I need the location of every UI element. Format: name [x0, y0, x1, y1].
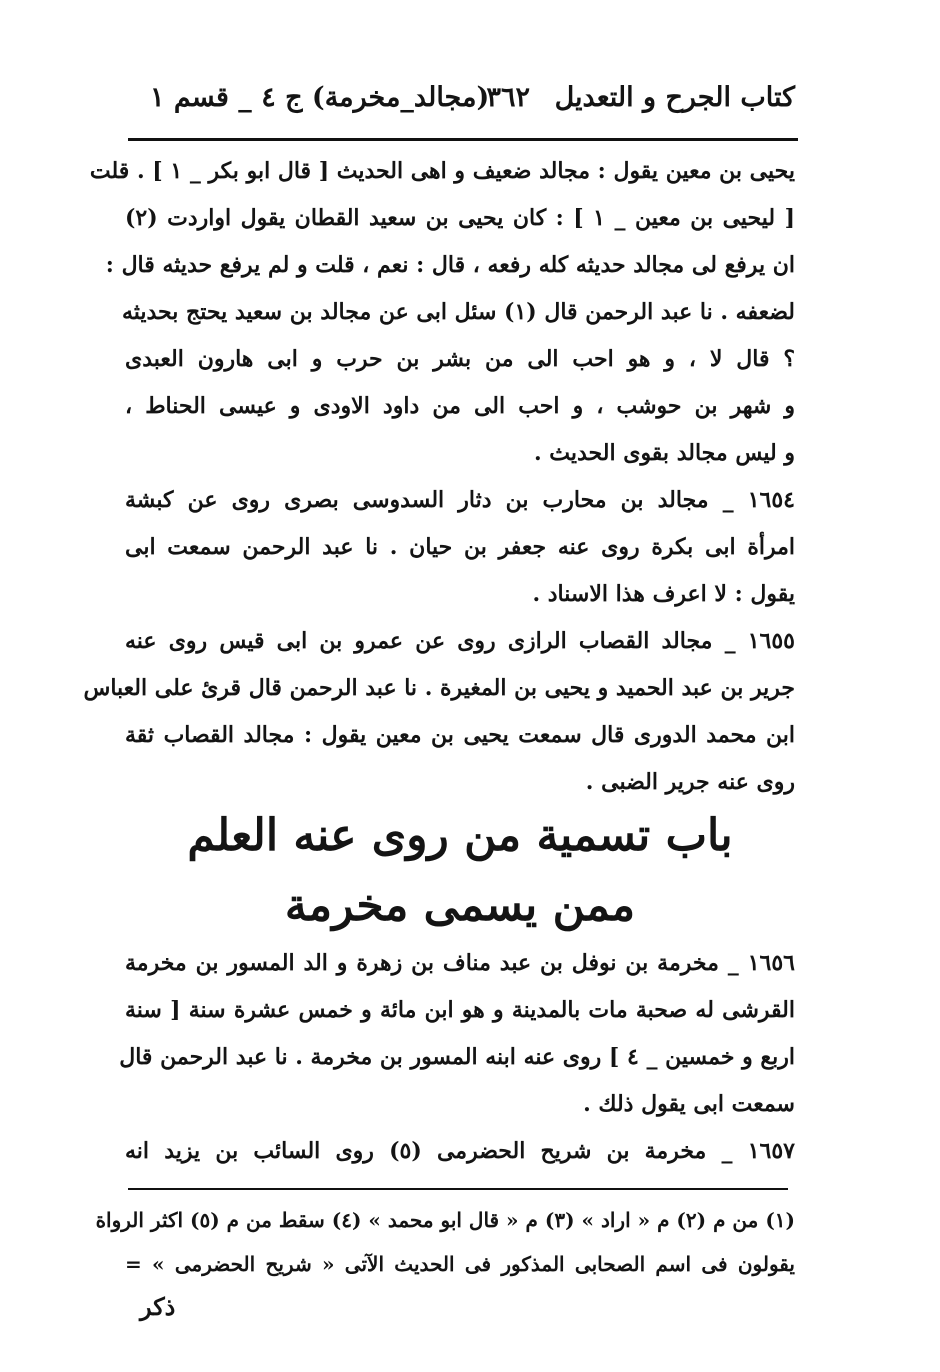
entry-1656-line: ١٦٥٦ _ مخرمة بن نوفل بن عبد مناف بن زهرة و الد المسور بن مخرمة: [125, 950, 795, 976]
entry-1654-line: ١٦٥٤ _ مجالد بن محارب بن دثار السدوسى بصرى روى عن كبشة: [125, 487, 795, 513]
text-line: [ ليحيى بن معين _ ١ ] : كان يحيى بن سعيد القطان يقول اواردت (٢): [125, 205, 795, 231]
text-line: سمعت ابى يقول ذلك .: [583, 1091, 795, 1117]
main-text-block: [83, 148, 795, 806]
text-line: ان يرفع لى مجالد حديثه كله رفعه ، قال : نعم ، قلت و لم يرفع حديثه قال :: [105, 252, 795, 278]
text-line: يحيى بن معين يقول : مجالد ضعيف و اهى الحديث [ قال ابو بكر _ ١ ] . قلت: [89, 158, 795, 184]
text-line: يقول : لا اعرف هذا الاسناد .: [532, 581, 795, 607]
footnote-line: يقولون فى اسم الصحابى المذكور فى الحديث الآتى « شريح الحضرمى » =: [125, 1252, 795, 1276]
second-text-block: [119, 940, 795, 1175]
footnote-line: (١) من م (٢) م « اراد » (٣) م « قال ابو محمد » (٤) سقط من م (٥) اكثر الرواة: [95, 1208, 795, 1232]
entry-1657-line: ١٦٥٧ _ مخرمة بن شريح الحضرمى (٥) روى السائب بن يزيد انه: [125, 1138, 795, 1164]
section-label: (مجالد_مخرمة) ج ٤ _ قسم ١: [150, 82, 490, 113]
footnote-rule: [128, 1188, 788, 1190]
text-line: ابن محمد الدورى قال سمعت يحيى بن معين يقول : مجالد القصاب ثقة: [125, 722, 795, 748]
text-line: امرأة ابى بكرة روى عنه جعفر بن حيان . نا عبد الرحمن سمعت ابى: [125, 534, 795, 560]
chapter-heading: باب تسمية من روى عنه العلم: [187, 810, 733, 861]
text-line: القرشى له صحبة مات بالمدينة و هو ابن مائة و خمس عشرة سنة [ سنة: [125, 997, 795, 1023]
text-line: اربع و خمسين _ ٤ ] روى عنه ابنه المسور بن مخرمة . نا عبد الرحمن قال: [119, 1044, 795, 1070]
chapter-subheading: ممن يسمى مخرمة: [284, 880, 636, 931]
text-line: روى عنه جرير الضبى .: [585, 769, 795, 795]
page-number: ٣٦٢: [486, 82, 530, 113]
footnotes: [95, 1198, 795, 1286]
entry-1655-line: ١٦٥٥ _ مجالد القصاب الرازى روى عن عمرو بن ابى قيس روى عنه: [125, 628, 795, 654]
catchword: ذكر: [140, 1292, 176, 1321]
text-line: ؟ قال لا ، و هو احب الى من بشر بن حرب و ابى هارون العبدى: [125, 346, 795, 372]
book-title: كتاب الجرح و التعديل: [554, 82, 795, 113]
text-line: جرير بن عبد الحميد و يحيى بن المغيرة . نا عبد الرحمن قال قرئ على العباس: [83, 675, 795, 701]
text-line: و ليس مجالد بقوى الحديث .: [533, 440, 795, 466]
text-line: لضعفه . نا عبد الرحمن قال (١) سئل ابى عن مجالد بن سعيد يحتج بحديثه: [121, 299, 795, 325]
text-line: و شهر بن حوشب ، و احب الى من داود الاودى و عيسى الحناط ،: [125, 393, 795, 419]
header-rule: [128, 138, 798, 141]
running-header: [150, 82, 795, 130]
